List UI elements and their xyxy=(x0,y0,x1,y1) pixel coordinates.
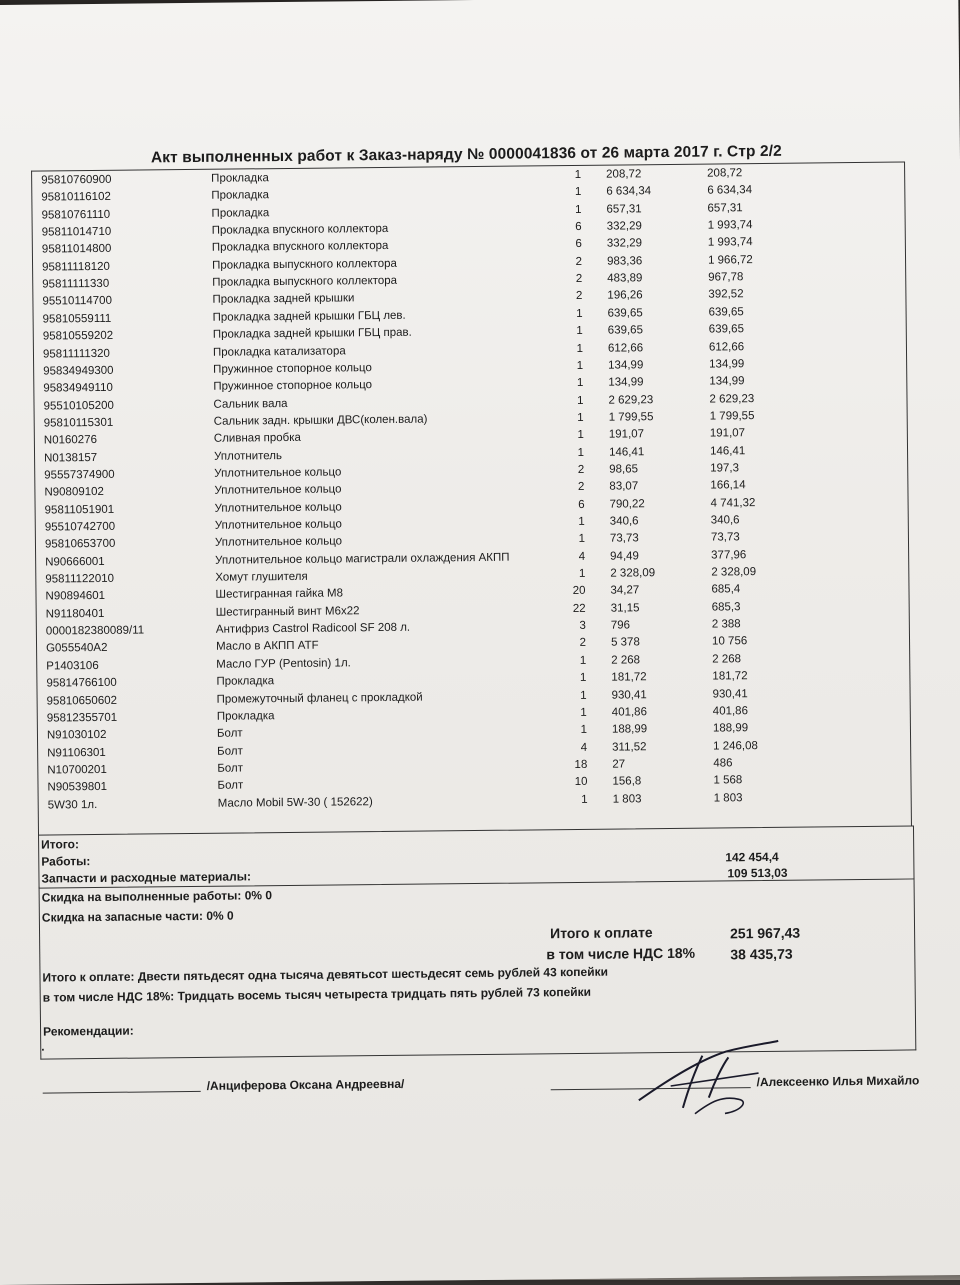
item-code: 95510114700 xyxy=(42,295,112,308)
item-code: G055540A2 xyxy=(46,642,108,655)
item-sum: 685,4 xyxy=(711,583,741,596)
work-label: Работы: xyxy=(41,854,91,869)
discount-parts: Скидка на запасные части: 0% 0 xyxy=(41,908,234,925)
item-qty: 2 xyxy=(579,637,587,650)
item-price: 83,07 xyxy=(609,480,639,493)
item-qty: 2 xyxy=(577,463,585,476)
item-name: Болт xyxy=(217,762,244,775)
item-code: N0160276 xyxy=(43,434,98,447)
item-code: 95811014800 xyxy=(41,243,112,256)
item-qty: 1 xyxy=(577,394,584,407)
item-qty: 1 xyxy=(576,307,583,320)
item-code: 95812355701 xyxy=(46,711,118,725)
item-code: N90894601 xyxy=(45,590,106,603)
item-code: 95811118120 xyxy=(42,260,110,274)
item-qty: 1 xyxy=(577,446,585,459)
item-sum: 134,99 xyxy=(709,375,745,388)
item-qty: 1 xyxy=(579,654,587,667)
item-name: Болт xyxy=(217,745,243,758)
item-code: 95834949300 xyxy=(43,364,114,378)
item-code: 95811111320 xyxy=(42,347,110,361)
item-price: 790,22 xyxy=(609,497,645,511)
item-qty: 1 xyxy=(576,325,583,338)
item-name: Прокладка xyxy=(211,189,270,203)
item-qty: 1 xyxy=(574,186,582,199)
item-code: 95810116102 xyxy=(41,191,111,204)
item-code: 95510105200 xyxy=(43,399,114,413)
item-qty: 4 xyxy=(580,741,588,754)
item-name: Уплотнительное кольцо xyxy=(214,535,343,550)
recommendations-label: Рекомендации: xyxy=(43,1023,134,1039)
item-sum: 612,66 xyxy=(708,340,745,354)
item-qty: 1 xyxy=(577,429,584,442)
item-code: 95811111330 xyxy=(42,277,110,291)
item-sum: 197,3 xyxy=(710,462,740,475)
item-code: N10700201 xyxy=(47,763,107,777)
item-name: Масло Mobil 5W-30 ( 152622) xyxy=(217,795,373,810)
item-code: 95810559202 xyxy=(42,329,114,343)
item-price: 1 803 xyxy=(612,792,642,806)
item-code: N91180401 xyxy=(45,607,105,621)
item-name: Промежуточный фланец с прокладкой xyxy=(216,691,423,706)
item-name: Хомут глушителя xyxy=(215,570,308,584)
item-qty: 1 xyxy=(576,342,584,355)
item-price: 983,36 xyxy=(606,255,643,268)
item-code: 95510742700 xyxy=(44,520,116,534)
item-code: 5W30 1л. xyxy=(47,798,98,812)
item-sum: 208,72 xyxy=(707,167,743,180)
item-qty: 3 xyxy=(579,619,586,633)
item-code: N90539801 xyxy=(47,781,108,794)
item-price: 483,89 xyxy=(607,272,643,285)
item-sum: 146,41 xyxy=(709,444,746,458)
item-price: 340,6 xyxy=(609,515,639,528)
item-price: 639,65 xyxy=(607,307,643,320)
item-qty: 18 xyxy=(574,758,588,771)
item-sum: 1 993,74 xyxy=(707,236,753,249)
item-sum: 2 328,09 xyxy=(711,566,757,579)
parts-value: 109 513,03 xyxy=(727,865,788,881)
item-sum: 401,86 xyxy=(712,705,749,718)
item-sum: 639,65 xyxy=(708,323,745,336)
item-qty: 1 xyxy=(580,706,587,719)
item-name: Прокладка задней крышки ГБЦ лев. xyxy=(212,309,406,324)
item-price: 146,41 xyxy=(608,445,645,459)
item-name: Масло в АКПП ATF xyxy=(215,640,319,654)
item-price: 208,72 xyxy=(606,168,642,181)
item-sum: 2 629,23 xyxy=(709,392,755,406)
item-qty: 1 xyxy=(575,203,582,216)
document-title: Акт выполненных работ к Заказ-наряду № 0000041836 от 26 марта 2017 г. Стр 2/2 xyxy=(150,142,782,167)
item-sum: 166,14 xyxy=(710,479,746,492)
item-price: 612,66 xyxy=(607,341,644,355)
recommendations-value: . xyxy=(41,1039,45,1054)
item-sum: 2 388 xyxy=(711,618,741,631)
item-code: 95810559111 xyxy=(42,312,112,326)
item-code: N0138157 xyxy=(44,451,98,465)
item-sum: 930,41 xyxy=(712,687,748,701)
item-sum: 639,65 xyxy=(708,305,744,319)
item-code: P1403106 xyxy=(46,659,99,673)
item-name: Сальник вала xyxy=(213,397,288,411)
item-name: Сальник задн. крышки ДВС(колен.вала) xyxy=(213,413,428,428)
item-name: Прокладка выпускного коллектора xyxy=(212,274,398,289)
item-code: N91030102 xyxy=(46,729,107,742)
item-price: 6 634,34 xyxy=(606,185,652,198)
item-qty: 4 xyxy=(578,550,586,563)
item-price: 27 xyxy=(612,758,626,771)
item-sum: 181,72 xyxy=(712,670,748,683)
item-qty: 6 xyxy=(575,238,582,251)
item-sum: 392,52 xyxy=(708,288,744,302)
item-price: 181,72 xyxy=(611,671,647,684)
item-price: 31,15 xyxy=(610,602,640,615)
document-content xyxy=(29,0,922,1285)
item-name: Уплотнительное кольцо xyxy=(214,518,342,532)
item-sum: 6 634,34 xyxy=(707,184,753,197)
item-qty: 2 xyxy=(575,290,583,303)
item-qty: 1 xyxy=(576,359,584,372)
right-signer-name: /Алексеенко Илья Михайло xyxy=(756,1073,920,1090)
item-sum: 1 246,08 xyxy=(713,739,758,753)
item-price: 134,99 xyxy=(608,376,644,389)
item-sum: 967,78 xyxy=(708,271,744,284)
item-name: Уплотнительное кольцо xyxy=(214,466,342,480)
work-value: 142 454,4 xyxy=(725,849,779,865)
item-sum: 1 803 xyxy=(713,791,743,805)
item-name: Пружинное стопорное кольцо xyxy=(213,379,373,393)
item-price: 332,29 xyxy=(606,220,642,233)
item-code: 0000182380089/11 xyxy=(45,624,145,638)
item-sum: 1 966,72 xyxy=(707,253,753,267)
item-sum: 657,31 xyxy=(707,201,743,215)
item-name: Прокладка впускного коллектора xyxy=(211,222,389,237)
item-price: 134,99 xyxy=(608,359,644,372)
item-qty: 22 xyxy=(572,602,586,615)
item-code: 95810650602 xyxy=(46,694,118,708)
item-price: 156,8 xyxy=(612,775,642,788)
item-code: N90809102 xyxy=(44,486,104,499)
item-name: Прокладка xyxy=(216,675,275,688)
item-qty: 1 xyxy=(578,567,586,580)
vat-value: 38 435,73 xyxy=(730,945,793,963)
item-code: 95557374900 xyxy=(44,468,115,482)
item-price: 2 328,09 xyxy=(610,567,656,580)
item-name: Прокладка катализатора xyxy=(212,344,346,359)
vat-in-words: в том числе НДС 18%: Тридцать восемь тысяч четыреста тридцать пять рублей 73 копейки xyxy=(42,984,592,1005)
item-qty: 6 xyxy=(575,220,582,234)
item-code: 95810115301 xyxy=(43,416,114,430)
total-in-words: Итого к оплате: Двести пятьдесят одна тысяча девятьсот шестьдесят семь рублей 43 копейки xyxy=(42,964,608,985)
item-price: 332,29 xyxy=(606,237,643,251)
item-sum: 1 568 xyxy=(713,774,743,787)
item-price: 311,52 xyxy=(612,740,647,754)
item-name: Уплотнительное кольцо магистрали охлаждения АКПП xyxy=(215,551,510,567)
item-qty: 2 xyxy=(575,272,583,286)
item-price: 2 268 xyxy=(611,654,641,667)
item-qty: 10 xyxy=(574,776,588,789)
item-qty: 1 xyxy=(578,533,586,546)
item-sum: 340,6 xyxy=(710,514,740,527)
discount-work: Скидка на выполненные работы: 0% 0 xyxy=(41,888,273,905)
item-price: 34,27 xyxy=(610,584,640,597)
item-qty: 1 xyxy=(578,515,585,528)
item-name: Прокладка впускного коллектора xyxy=(211,240,389,255)
item-price: 930,41 xyxy=(611,688,647,702)
item-qty: 1 xyxy=(580,724,588,737)
item-name: Прокладка xyxy=(211,172,269,185)
item-price: 5 378 xyxy=(610,636,640,650)
item-price: 191,07 xyxy=(608,428,645,441)
item-code: 95810760900 xyxy=(41,173,112,187)
item-name: Прокладка выпускного коллектора xyxy=(212,257,397,272)
item-qty: 1 xyxy=(579,672,587,685)
item-code: N90666001 xyxy=(45,555,105,569)
total-payable-value: 251 967,43 xyxy=(730,924,801,942)
total-payable-label: Итого к оплате xyxy=(549,924,653,942)
item-name: Уплотнитель xyxy=(213,449,283,463)
item-sum: 486 xyxy=(713,757,733,770)
item-price: 1 799,55 xyxy=(608,411,654,424)
item-name: Сливная пробка xyxy=(213,432,301,445)
item-sum: 188,99 xyxy=(712,722,749,735)
item-code: 95811122010 xyxy=(45,572,115,586)
item-sum: 685,3 xyxy=(711,600,741,614)
item-qty: 1 xyxy=(574,168,582,181)
item-qty: 1 xyxy=(580,689,587,702)
item-sum: 1 799,55 xyxy=(709,409,755,423)
item-qty: 2 xyxy=(575,255,583,268)
item-qty: 2 xyxy=(577,481,585,494)
item-sum: 191,07 xyxy=(709,427,746,440)
item-price: 796 xyxy=(610,619,631,632)
item-name: Масло ГУР (Pentosin) 1л. xyxy=(216,657,351,671)
item-qty: 1 xyxy=(581,793,588,806)
parts-label: Запчасти и расходные материалы: xyxy=(41,869,251,886)
item-price: 98,65 xyxy=(609,463,639,476)
item-qty: 1 xyxy=(577,411,584,424)
item-name: Уплотнительное кольцо xyxy=(214,483,342,498)
item-sum: 377,96 xyxy=(711,548,747,562)
item-name: Шестигранная гайка М8 xyxy=(215,587,344,602)
item-name: Шестигранный винт М6х22 xyxy=(215,604,360,619)
item-qty: 1 xyxy=(576,377,584,390)
item-code: 95834949110 xyxy=(43,381,113,395)
item-price: 401,86 xyxy=(611,706,648,719)
item-qty: 6 xyxy=(578,498,585,511)
left-signer-name: /Анциферова Оксана Андреевна/ xyxy=(206,1076,405,1093)
item-price: 657,31 xyxy=(606,202,642,216)
item-price: 94,49 xyxy=(610,549,639,563)
item-name: Пружинное стопорное кольцо xyxy=(213,361,372,376)
item-sum: 134,99 xyxy=(709,358,745,371)
item-sum: 10 756 xyxy=(711,635,748,648)
item-price: 196,26 xyxy=(607,289,643,303)
item-code: 95811014710 xyxy=(41,225,112,239)
item-sum: 1 993,74 xyxy=(707,219,753,232)
item-name: Прокладка задней крышки xyxy=(212,292,355,307)
item-name: Прокладка xyxy=(211,206,270,220)
item-code: 95811051901 xyxy=(44,503,115,517)
item-name: Болт xyxy=(216,727,243,740)
item-name: Прокладка задней крышки ГБЦ прав. xyxy=(212,326,412,341)
vat-label: в том числе НДС 18% xyxy=(546,944,696,963)
item-price: 639,65 xyxy=(607,324,644,337)
item-code: 95814766100 xyxy=(46,676,117,690)
item-code: N91106301 xyxy=(47,746,106,760)
item-price: 73,73 xyxy=(609,532,639,545)
item-price: 2 629,23 xyxy=(608,393,654,407)
totals-label: Итого: xyxy=(41,837,80,852)
item-price: 188,99 xyxy=(611,723,648,736)
item-name: Прокладка xyxy=(216,709,275,723)
item-name: Антифриз Castrol Radicool SF 208 л. xyxy=(215,621,411,636)
item-name: Болт xyxy=(217,779,244,792)
item-sum: 4 741,32 xyxy=(710,496,756,510)
payment-section xyxy=(39,877,917,1059)
item-code: 95810653700 xyxy=(44,538,116,551)
item-name: Уплотнительное кольцо xyxy=(214,501,342,515)
item-code: 95810761110 xyxy=(41,208,111,222)
left-signature-line xyxy=(43,1091,201,1094)
item-sum: 73,73 xyxy=(710,531,740,544)
item-sum: 2 268 xyxy=(712,653,742,666)
item-qty: 20 xyxy=(572,585,586,598)
